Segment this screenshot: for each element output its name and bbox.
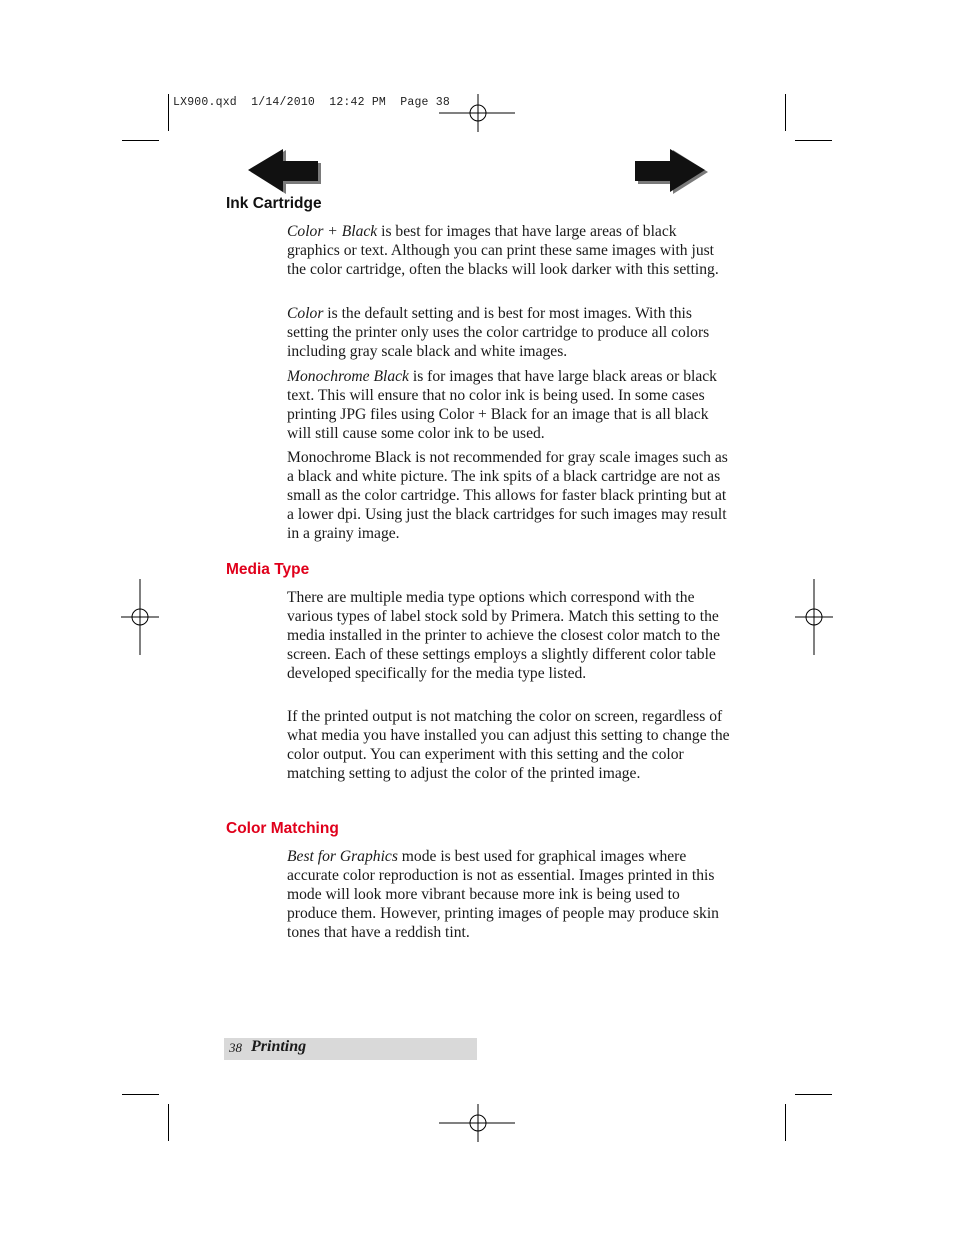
left-arrow-icon[interactable] — [245, 148, 325, 196]
term-best-for-graphics: Best for Graphics — [287, 848, 398, 865]
heading-color-matching: Color Matching — [226, 820, 339, 837]
heading-ink-cartridge: Ink Cartridge — [226, 195, 322, 212]
term-monochrome-black: Monochrome Black — [287, 368, 409, 385]
paragraph-monochrome-black: Monochrome Black is for images that have large black areas or black text. This will ensure that no color ink is being used. In some cases printing JPG files using Color + Black for an image that is all black will still cause some color ink to be used. — [287, 368, 717, 442]
registration-target-right — [794, 578, 834, 656]
registration-target-bottom — [438, 1103, 516, 1143]
term-color: Color — [287, 305, 324, 322]
paragraph-media-type-adjust: If the printed output is not matching the color on screen, regardless of what media you have installed you can adjust this setting to change the color output. You can experiment with this setting and the color matching setting to adjust the color of the printed image. — [287, 708, 730, 782]
registration-target-top — [438, 93, 516, 133]
right-arrow-icon[interactable] — [633, 148, 713, 196]
slug-line: LX900.qxd 1/14/2010 12:42 PM Page 38 — [173, 96, 450, 109]
paragraph-color-black: Color + Black is best for images that have large areas of black graphics or text. Although you can print these same images with just the color cartridge, often the blacks will look darker with this setting. — [287, 223, 719, 278]
registration-target-left — [120, 578, 160, 656]
paragraph-best-for-graphics: Best for Graphics mode is best used for graphical images where accurate color reproduction is not as essential. Images printed in this mode will look more vibrant because more ink is being used to produce them. However, printing images of people may produce skin tones that have a reddish tint. — [287, 848, 719, 941]
heading-media-type: Media Type — [226, 561, 310, 578]
term-color-black: Color + Black — [287, 223, 378, 240]
footer-page-number: 38 — [229, 1040, 242, 1055]
footer-section-title: Printing — [251, 1038, 307, 1055]
paragraph-color: Color is the default setting and is best for most images. With this setting the printer only uses the color cartridge to produce all colors including gray scale black and white images. — [287, 305, 710, 360]
paragraph-monochrome-note: Monochrome Black is not recommended for gray scale images such as a black and white picture. The ink spits of a black cartridge are not as small as the color cartridge. This allows for faster black printing but at a lower dpi. Using just the black cartridges for such images may result in a grainy image. — [287, 449, 728, 542]
paragraph-media-type-options: There are multiple media type options which correspond with the various types of label stock sold by Primera. Match this setting to the media installed in the printer to achieve the closest color match to the screen. Each of these settings employs a slightly different color table developed specifically for the media type listed. — [287, 589, 721, 682]
